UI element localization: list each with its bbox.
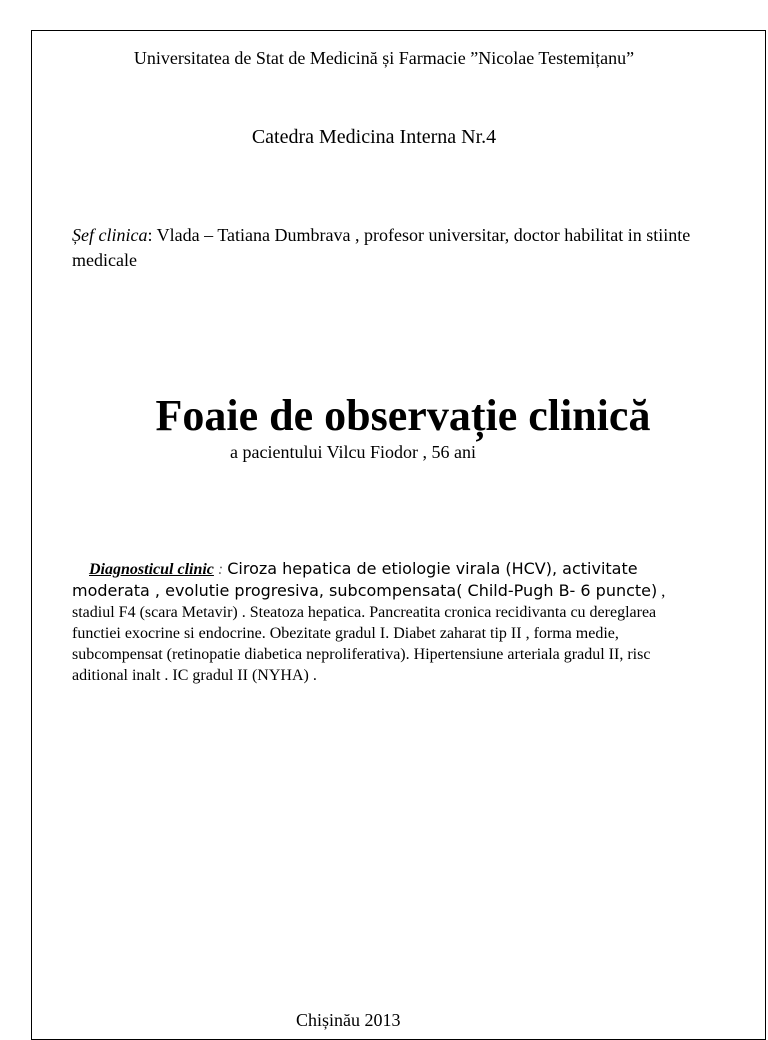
department-name: Catedra Medicina Interna Nr.4: [251, 126, 497, 148]
clinical-diagnosis: [72, 558, 684, 686]
place-and-year: Chișinău 2013: [296, 1010, 401, 1030]
diagnosis-secondary: , stadiul F4 (scara Metavir) . Steatoza hepatica. Pancreatita cronica recidivanta cu dereglarea functiei exocrine si endocrine. Obezitate gradul I. Diabet zaharat tip II , forma medie, subcompensat (retinopatie diabetica neproliferativa). Hipertensiune arteriala gradul II, risc aditional inalt . IC gradul II (NYHA) .: [72, 583, 666, 684]
document-title: Foaie de observație clinică: [155, 391, 651, 440]
patient-subtitle: a pacientului Vilcu Fiodor , 56 ani: [230, 442, 477, 462]
chief-text: : Vlada – Tatiana Dumbrava , profesor universitar, doctor habilitat in stiinte medicale: [72, 225, 691, 270]
page-frame: [31, 30, 766, 1040]
diagnosis-label: Diagnosticul clinic: [89, 561, 214, 578]
diagnosis-separator: :: [213, 561, 228, 578]
chief-of-clinic: [72, 223, 692, 273]
chief-label: Șef clinica: [72, 225, 148, 245]
university-name: Universitatea de Stat de Medicină și Farmacie ”Nicolae Testemițanu”: [133, 48, 635, 68]
diagnosis-primary: Ciroza hepatica de etiologie virala (HCV), activitate moderata , evolutie progresiva, subcompensata( Child-Pugh B- 6 puncte): [72, 559, 658, 600]
